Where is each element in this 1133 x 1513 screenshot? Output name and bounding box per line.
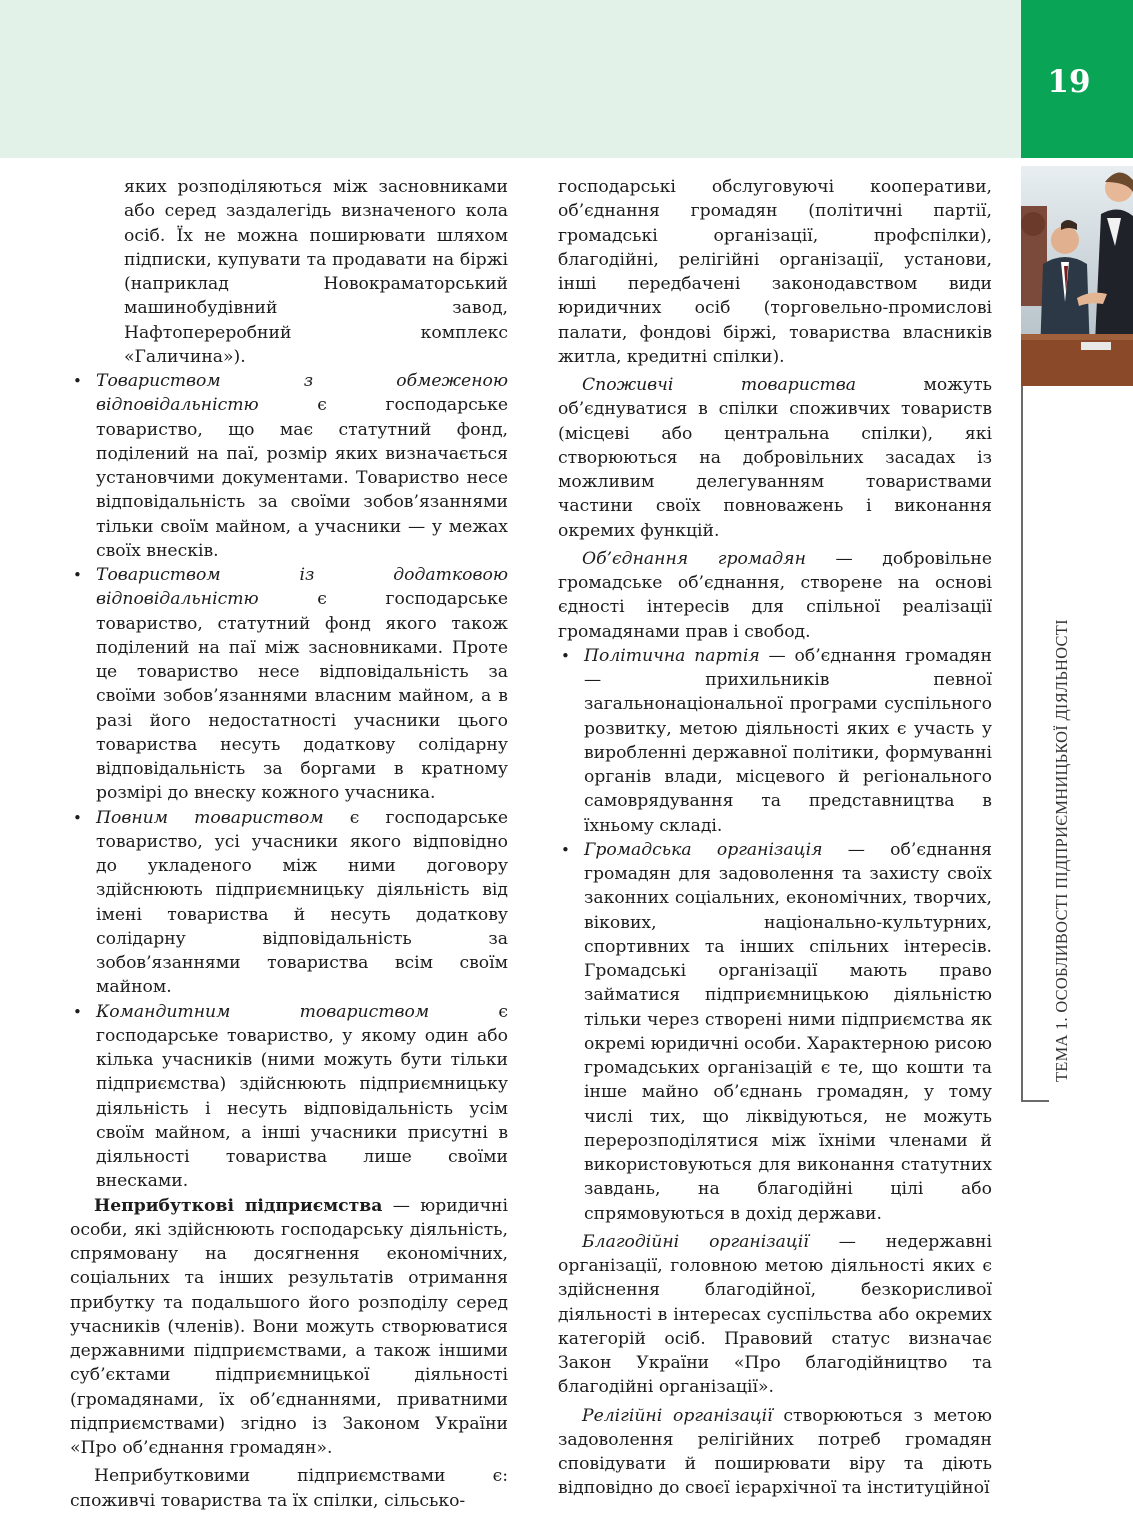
continued-paragraph: господарські обслуговуючі кооперативи, об’єднання громадян (політичні партії, громадські організації, профспілки), благодійні, релігійні організації, установи, інші передбачені законодавством види юридичних осіб (торговельно-промислові палати, фондові біржі, товариства власників житла, кредитні спілки).	[558, 177, 992, 367]
paragraph-nonprofit-list: Неприбутковими підприємствами є: споживчі товариства та їх спілки, сільсько-	[70, 1466, 508, 1511]
definition: створюються з метою задоволення релігійних потреб громадян сповідувати й поширювати віру та діють відповідно до своєї ієрархічної та інституційної	[558, 1405, 992, 1499]
list-item-llc	[70, 369, 508, 563]
list-item-full-partnership	[70, 806, 508, 1000]
term: Споживчі товариства	[582, 375, 856, 395]
paragraph-consumer-societies	[558, 373, 992, 543]
definition: є господарське товариство, що має статутний фонд, поділений на паї, розмір яких визначається установчими документами. Товариство несе відповідальність за своїми зобов’язаннями тільки своїм майном, а учасники — у межах своїх внесків.	[96, 395, 508, 561]
side-divider	[1021, 386, 1023, 1102]
term: Благодійні організації	[582, 1231, 809, 1252]
business-handshake-photo	[1021, 166, 1133, 386]
list-item-political-party	[558, 644, 992, 838]
paragraph-citizen-associations	[558, 547, 992, 644]
definition: є господарське товариство, у якому один або кілька учасників (ними можуть бути тільки підприємства) здійснюють підприємницьку діяльність і несуть відповідальність усім своїм майном, а інші учасники присутні в діяльності товариства лише своїми внесками.	[96, 1001, 509, 1192]
term: Громадська організація	[584, 839, 823, 860]
paragraph-nonprofit	[70, 1194, 508, 1461]
definition: можуть об’єднуватися в спілки споживчих товариств (місцеві або центральна спілки), які створюються на добровільних засадах із можливим делегуванням товариствами частини своїх повноважень і виконання окремих функцій.	[558, 375, 992, 541]
definition: — об’єднання громадян — прихильників певної загальнонаціональної програми суспільного розвитку, метою діяльності яких є участь у виробленні державної політики, формуванні органів влади, місцевого й регіонального самоврядування та представництва в їхньому складі.	[584, 645, 992, 836]
term: Командитним товариством	[96, 1001, 430, 1022]
paragraph-religious	[558, 1404, 992, 1501]
continued-paragraph: яких розподіляються між засновниками або серед заздалегідь визначеного кола осіб. Їх не можна поширювати шляхом підписки, купувати та продавати на біржі (наприклад Новокраматорський машинобудівний завод, Нафтопереробний комплекс «Галичина»).	[124, 177, 508, 367]
topic-title-vertical: ТЕМА 1. ОСОБЛИВОСТІ ПІДПРИЄМНИЦЬКОЇ ДІЯЛЬНОСТІ	[1052, 619, 1071, 1082]
page-number: 19	[1047, 64, 1091, 100]
side-divider-foot	[1021, 1100, 1049, 1102]
header-band	[0, 0, 1021, 158]
definition: — юридичні особи, які здійснюють господарську діяльність, спрямовану на досягнення економічних, соціальних та інших результатів отримання прибутку та подальшого його розподілу серед учасників (членів). Вони можуть створюватися державними підприємствами, а також іншими суб’єктами підприємницької діяльності (громадянами, їх об’єднаннями, приватними підприємствами) згідно із Законом України «Про об’єднання громадян».	[70, 1195, 509, 1458]
list-item-public-organization	[558, 838, 992, 1226]
page-number-tab	[1021, 0, 1133, 158]
definition: є господарське товариство, статутний фонд якого також поділений на паї між засновниками. Проте це товариство несе відповідальність за своїми зобов’язаннями власним майном, а в разі його недостатності учасники цього товариства несуть додаткову солідарну відповідальність за боргами в кратному розмірі до внеску кожного учасника.	[96, 589, 508, 804]
term: Товариством із додатковою відповідальністю	[96, 565, 508, 610]
term: Об’єднання громадян	[582, 548, 806, 569]
term-bold: Неприбуткові підприємства	[94, 1195, 383, 1216]
definition: — добровільне громадське об’єднання, створене на основі єдності інтересів для спільної реалізації громадянами прав і свобод.	[558, 548, 992, 642]
term: Релігійні організації	[582, 1405, 773, 1426]
term: Повним товариством	[96, 807, 324, 828]
definition: — об’єднання громадян для задоволення та захисту своїх законних соціальних, економічних, творчих, вікових, національно-культурних, спортивних та інших спільних інтересів. Громадські організації мають право займатися підприємницькою діяльністю тільки через створені ними підприємства як окремі юридичні особи. Характерною рисою громадських організацій є те, що кошти та інше майно об’єднань громадян, у тому числі тих, що ліквідуються, не можуть перерозподілятися між їхніми членами й використовуються для виконання статутних завдань, на благодійні цілі або спрямовуються в дохід держави.	[584, 839, 992, 1224]
left-column	[70, 175, 508, 1513]
paragraph-charities	[558, 1230, 992, 1400]
list-item-limited-partnership	[70, 1000, 508, 1194]
right-column	[558, 175, 992, 1501]
term: Товариством з обмеженою відповідальністю	[96, 371, 508, 416]
term: Політична партія	[584, 645, 760, 666]
definition: є господарське товариство, усі учасники якого відповідно до укладеного між ними договору здійснюють підприємницьку діяльність від імені товариства й несуть додаткову солідарну відповідальність за зобов’язаннями товариства всім своїм майном.	[96, 807, 508, 998]
list-item-additional-liability	[70, 563, 508, 806]
definition: — недержавні організації, головною метою діяльності яких є здійснення благодійної, безкорисливої діяльності в інтересах суспільства або окремих категорій осіб. Правовий статус визначає Закон України «Про благодійництво та благодійні організації».	[558, 1231, 992, 1398]
